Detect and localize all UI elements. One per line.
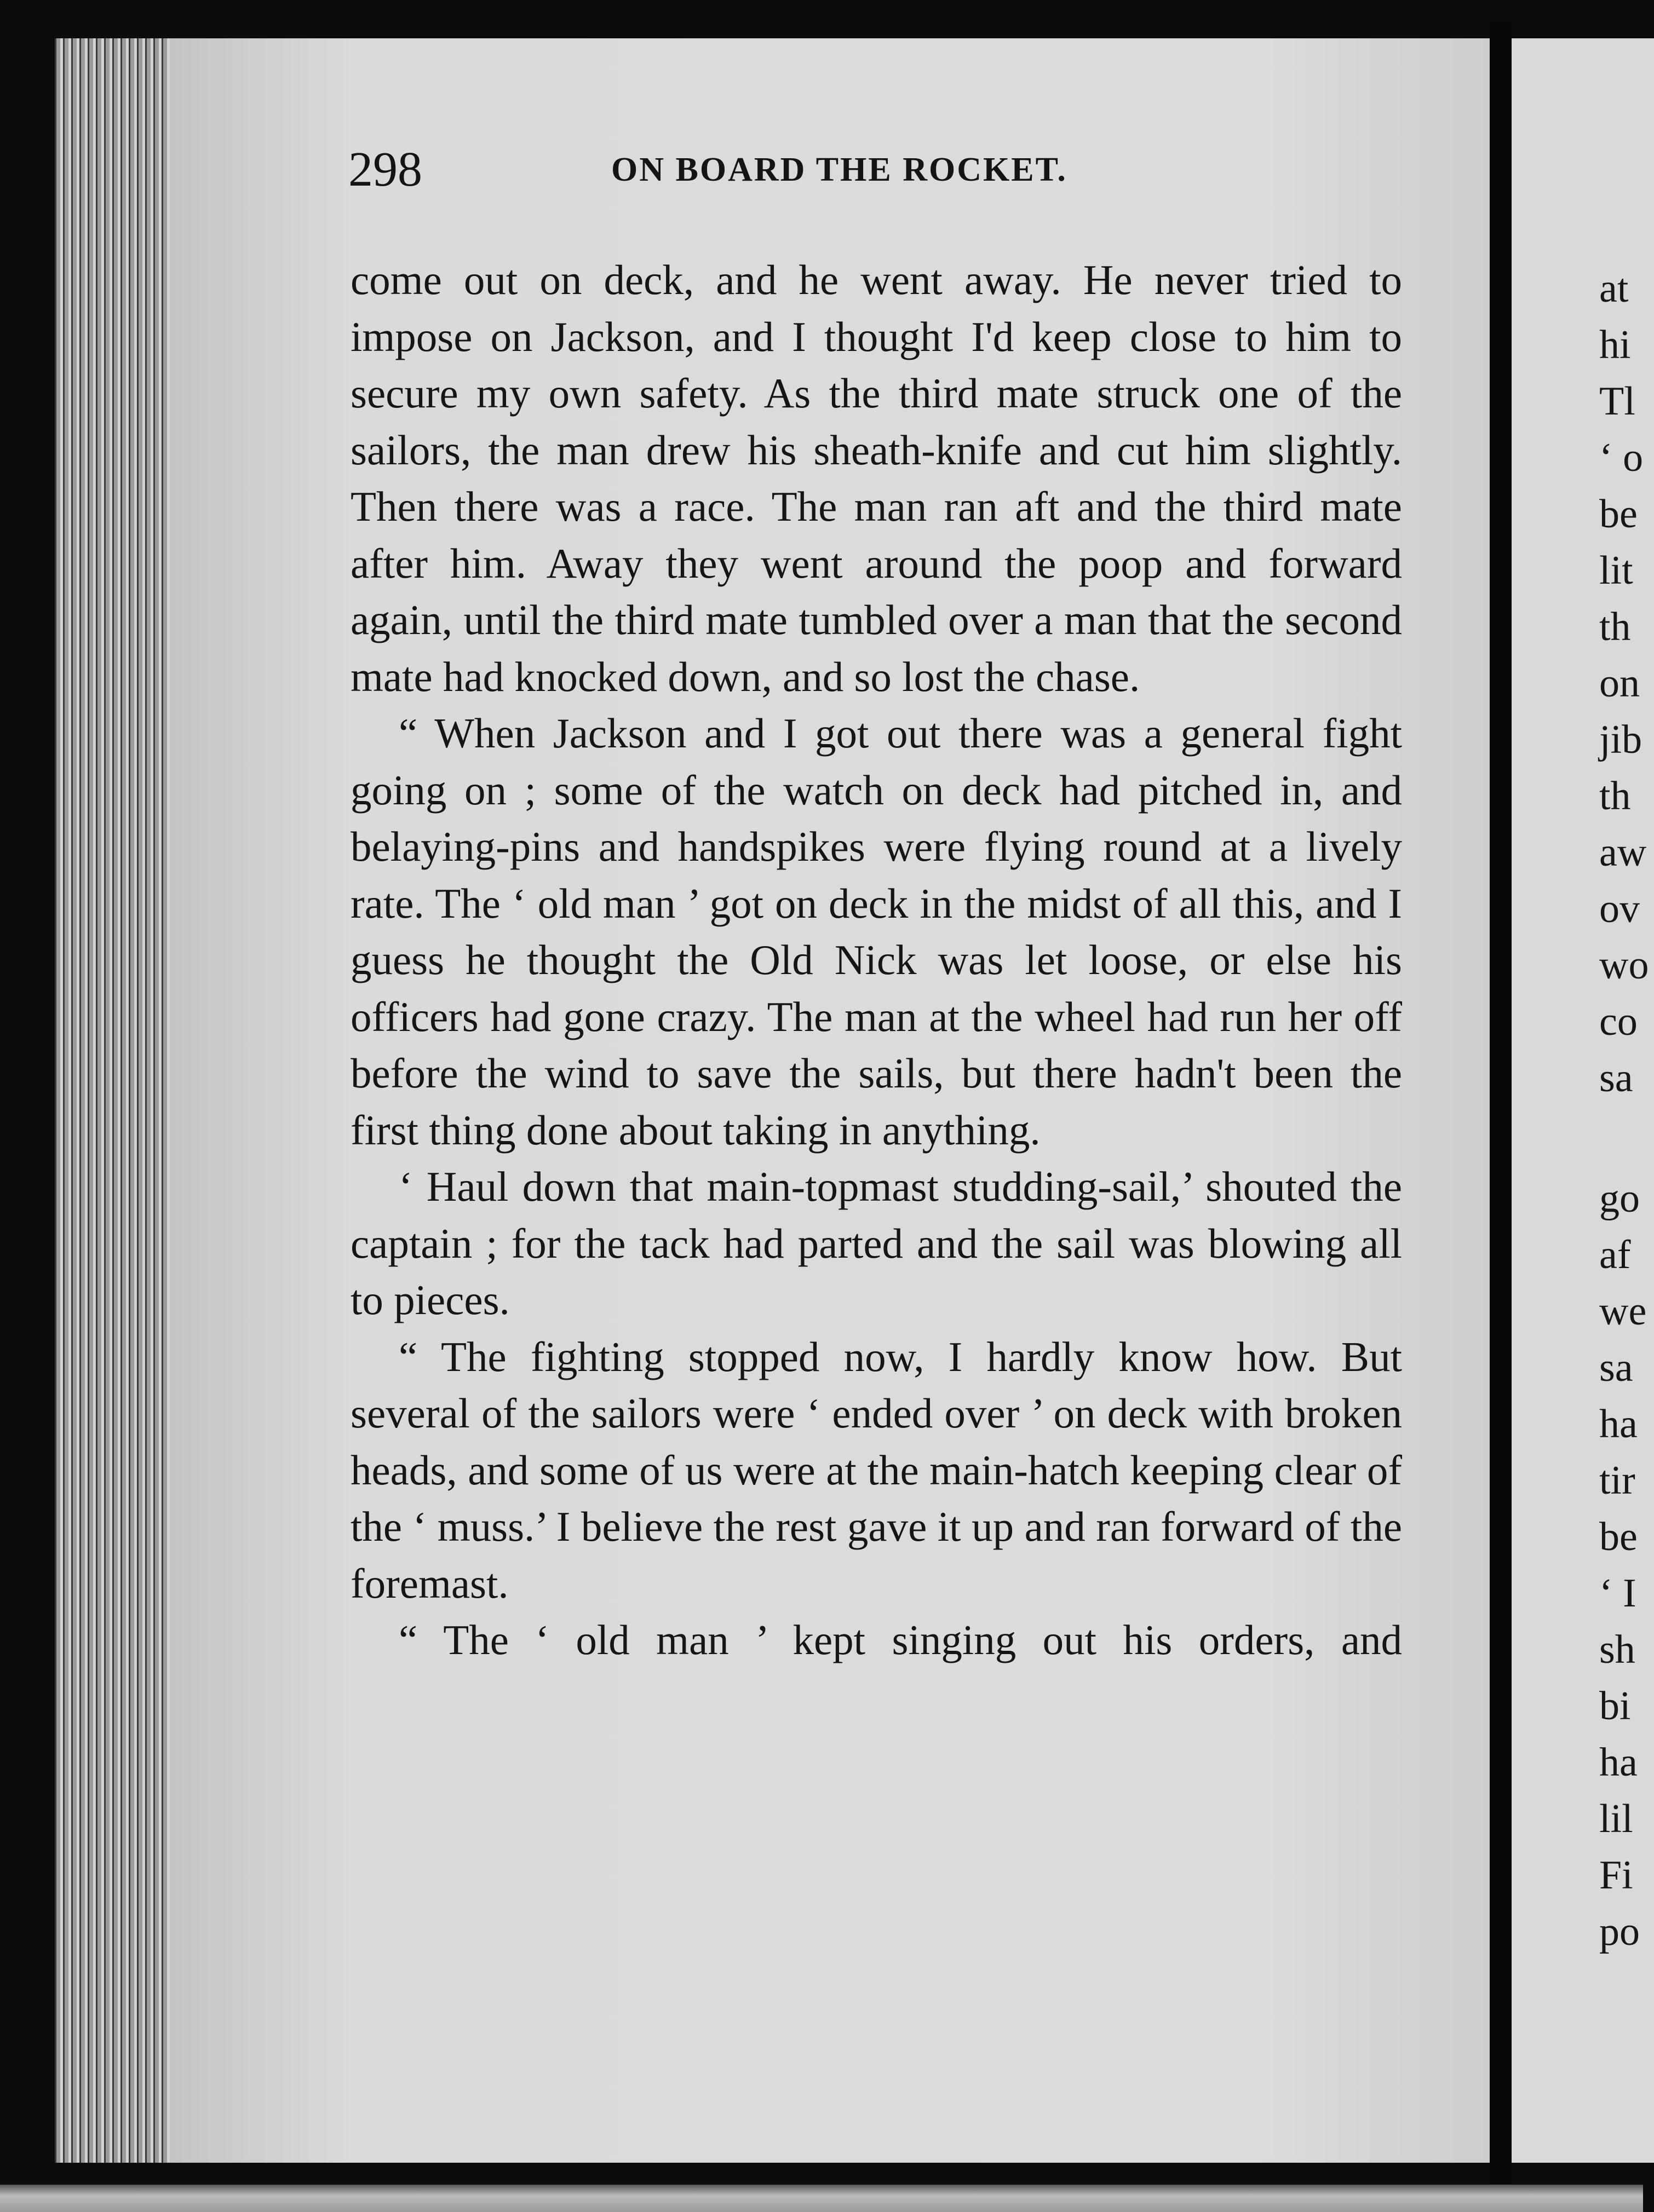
running-head bbox=[348, 137, 1411, 203]
facing-line: hi bbox=[1599, 322, 1631, 367]
facing-line: ha bbox=[1599, 1740, 1638, 1785]
facing-line: af bbox=[1599, 1232, 1631, 1277]
paragraph: “ The fighting stopped now, I hardly know how. But several of the sailors were ‘ ended over ’ on deck with broken heads, and some of us were at the main-hatch keeping clear of the ‘ muss.’ I believe the rest gave it up and ran forward of the foremast. bbox=[351, 1333, 1402, 1607]
facing-line: bi bbox=[1599, 1684, 1631, 1729]
scan-bottom-edge bbox=[0, 2185, 1643, 2212]
facing-line: sa bbox=[1599, 1056, 1633, 1101]
facing-line: ‘ o bbox=[1599, 435, 1644, 480]
facing-line: po bbox=[1599, 1909, 1640, 1954]
running-title: ON BOARD THE ROCKET. bbox=[611, 151, 1067, 188]
facing-line: Fi bbox=[1599, 1853, 1633, 1898]
facing-line: aw bbox=[1599, 830, 1647, 875]
paragraph: “ The ‘ old man ’ kept singing out his orders, and bbox=[399, 1616, 1402, 1663]
facing-line: tir bbox=[1599, 1458, 1635, 1503]
facing-line: ‘ I bbox=[1599, 1571, 1636, 1616]
facing-line: th bbox=[1599, 604, 1631, 649]
facing-line: ha bbox=[1599, 1402, 1638, 1447]
body-text bbox=[351, 252, 1402, 1669]
paragraph: ‘ Haul down that main-topmast studding-sail,’ shouted the captain ; for the tack had parted and the sail was blowing all to pieces. bbox=[351, 1163, 1402, 1323]
paragraph: come out on deck, and he went away. He never tried to impose on Jackson, and I thought I'd keep close to him to secure my own safety. As the third mate struck one of the sailors, the man drew his sheath-knife and cut him slightly. Then there was a race. The man ran aft and the third mate after him. Away they went around the poop and forward again, until the third mate tumbled over a man that the second mate had knocked down, and so lost the chase. bbox=[351, 256, 1402, 700]
facing-line: be bbox=[1599, 1514, 1638, 1559]
facing-line: sh bbox=[1599, 1627, 1635, 1672]
facing-line: Tl bbox=[1599, 379, 1635, 424]
facing-line: at bbox=[1599, 266, 1629, 311]
facing-line: ov bbox=[1599, 886, 1640, 931]
facing-line: we bbox=[1599, 1289, 1647, 1334]
facing-line: lil bbox=[1599, 1796, 1633, 1841]
facing-line: be bbox=[1599, 492, 1638, 537]
facing-line: sa bbox=[1599, 1345, 1633, 1390]
page-number: 298 bbox=[348, 142, 422, 197]
book-gutter bbox=[1490, 22, 1512, 2185]
book-page-edges bbox=[55, 38, 181, 2163]
facing-line: on bbox=[1599, 661, 1640, 706]
facing-line: co bbox=[1599, 999, 1638, 1044]
paragraph: “ When Jackson and I got out there was a general fight going on ; some of the watch on deck had pitched in, and belaying-pins and handspikes were flying round at a lively rate. The ‘ old man ’ got on deck in the midst of all this, and I guess he thought the Old Nick was let loose, or else his officers had gone crazy. The man at the wheel had run her off before the wind to save the sails, but there hadn't been the first thing done about taking in anything. bbox=[351, 710, 1402, 1154]
facing-page-fragment bbox=[1512, 38, 1654, 2163]
facing-line: lit bbox=[1599, 548, 1633, 593]
facing-line: wo bbox=[1599, 943, 1649, 988]
facing-line: go bbox=[1599, 1176, 1640, 1221]
facing-line: th bbox=[1599, 774, 1631, 819]
facing-line: jib bbox=[1599, 717, 1642, 762]
